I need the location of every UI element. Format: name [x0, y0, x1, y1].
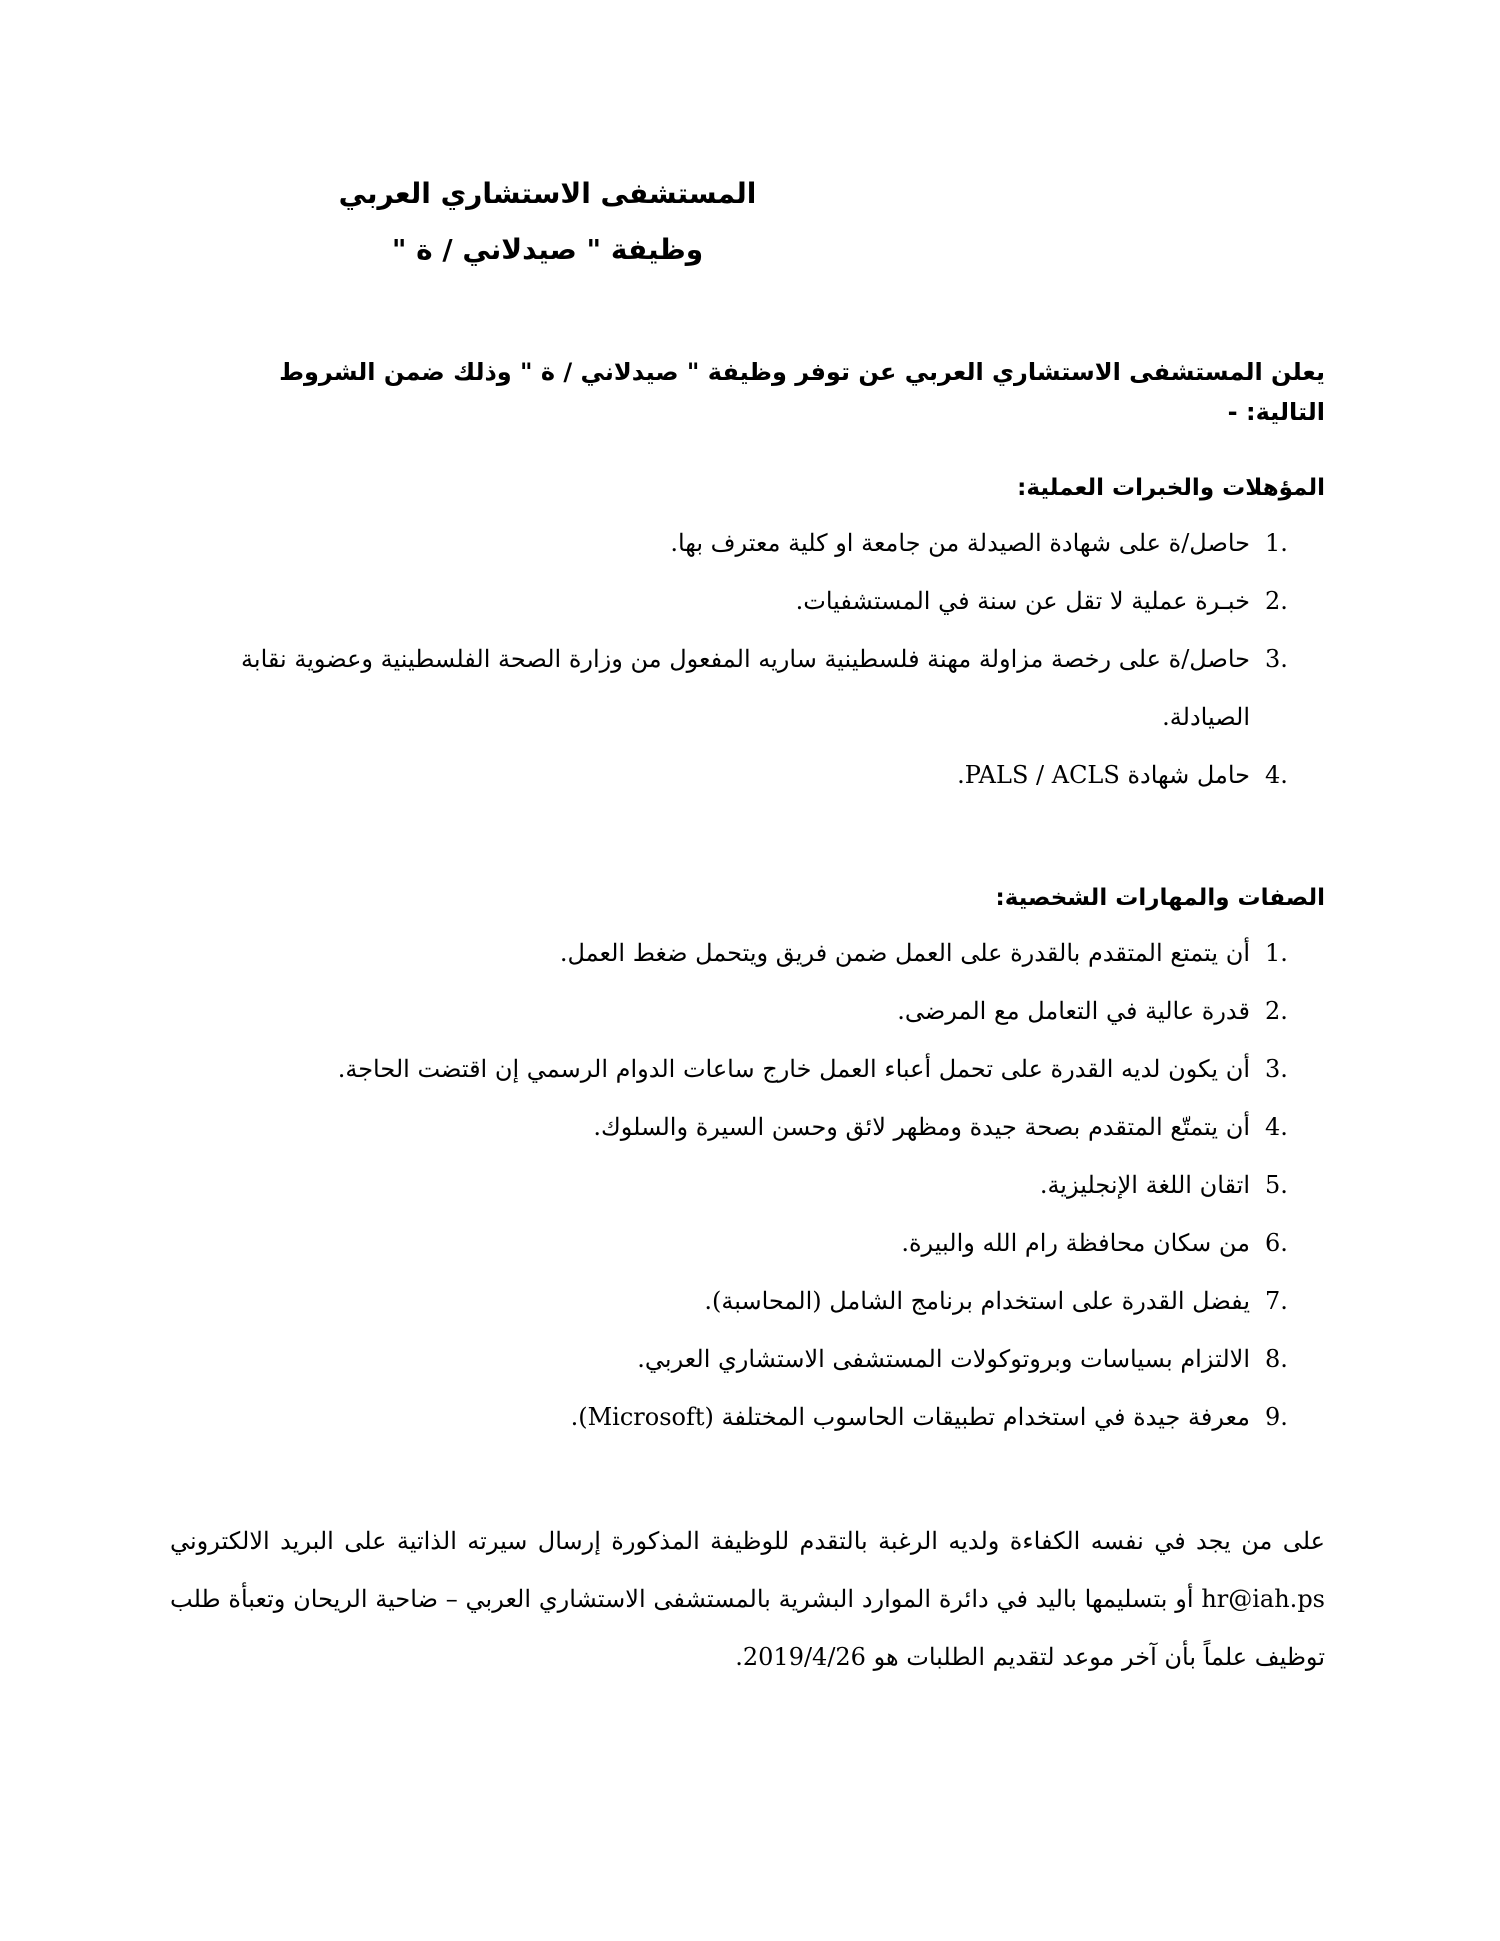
- qualifications-heading: المؤهلات والخبرات العملية:: [1017, 475, 1325, 501]
- list-item: [170, 924, 1325, 982]
- list-item: [170, 630, 1325, 746]
- item-text: حامل شهادة PALS / ACLS.: [957, 761, 1250, 789]
- item-text: من سكان محافظة رام الله والبيرة.: [901, 1229, 1250, 1257]
- item-text: أن يتمتع المتقدم بالقدرة على العمل ضمن فريق ويتحمل ضغط العمل.: [559, 939, 1250, 967]
- item-number: 2.: [1265, 997, 1288, 1025]
- job-title: وظيفة " صيدلاني / ة ": [391, 233, 704, 266]
- skills-section: [170, 878, 1325, 1446]
- header: [0, 172, 1095, 272]
- skills-list: [170, 924, 1325, 1446]
- item-text: معرفة جيدة في استخدام تطبيقات الحاسوب المختلفة (Microsoft).: [570, 1403, 1250, 1431]
- page-title: المستشفى الاستشاري العربي: [338, 177, 757, 210]
- item-text: أن يتمتّع المتقدم بصحة جيدة ومظهر لائق وحسن السيرة والسلوك.: [593, 1113, 1250, 1141]
- list-item: [170, 746, 1325, 804]
- list-item: [170, 1156, 1325, 1214]
- item-number: 9.: [1265, 1403, 1288, 1431]
- list-item: [170, 1098, 1325, 1156]
- item-number: 4.: [1265, 761, 1288, 789]
- closing-paragraph: على من يجد في نفسه الكفاءة ولديه الرغبة بالتقدم للوظيفة المذكورة إرسال سيرته الذاتية على البريد الالكتروني hr@iah.ps أو بتسليمها باليد في دائرة الموارد البشرية بالمستشفى الاستشاري العربي – ضاحية الريحان وتعبأة طلب توظيف علماً بأن آخر موعد لتقديم الطلبات هو 2019/4/26.: [170, 1527, 1325, 1671]
- item-number: 6.: [1265, 1229, 1288, 1257]
- qualifications-list: [170, 514, 1325, 804]
- list-item: [170, 1214, 1325, 1272]
- item-text: الالتزام بسياسات وبروتوكولات المستشفى الاستشاري العربي.: [637, 1345, 1250, 1373]
- item-number: 5.: [1265, 1171, 1288, 1199]
- list-item: [170, 572, 1325, 630]
- skills-heading: الصفات والمهارات الشخصية:: [995, 885, 1325, 911]
- item-number: 1.: [1265, 939, 1288, 967]
- list-item: [170, 1272, 1325, 1330]
- item-number: 1.: [1265, 529, 1288, 557]
- item-text: حاصل/ة على رخصة مزاولة مهنة فلسطينية ساريه المفعول من وزارة الصحة الفلسطينية وعضوية نقابة الصيادلة.: [241, 645, 1250, 731]
- intro-paragraph: يعلن المستشفى الاستشاري العربي عن توفر وظيفة " صيدلاني / ة " وذلك ضمن الشروط التالية: -: [279, 358, 1325, 426]
- list-item: [170, 1330, 1325, 1388]
- item-number: 2.: [1265, 587, 1288, 615]
- item-number: 8.: [1265, 1345, 1288, 1373]
- list-item: [170, 982, 1325, 1040]
- item-number: 3.: [1265, 645, 1288, 673]
- item-number: 4.: [1265, 1113, 1288, 1141]
- item-number: 7.: [1265, 1287, 1288, 1315]
- list-item: [170, 514, 1325, 572]
- item-text: خبـرة عملية لا تقل عن سنة في المستشفيات.: [795, 587, 1250, 615]
- item-text: قدرة عالية في التعامل مع المرضى.: [897, 997, 1250, 1025]
- item-number: 3.: [1265, 1055, 1288, 1083]
- item-text: يفضل القدرة على استخدام برنامج الشامل (المحاسبة).: [704, 1287, 1250, 1315]
- item-text: حاصل/ة على شهادة الصيدلة من جامعة او كلية معترف بها.: [670, 529, 1250, 557]
- item-text: اتقان اللغة الإنجليزية.: [1039, 1171, 1250, 1199]
- item-text: أن يكون لديه القدرة على تحمل أعباء العمل خارج ساعات الدوام الرسمي إن اقتضت الحاجة.: [337, 1055, 1250, 1083]
- qualifications-section: [170, 468, 1325, 804]
- list-item: [170, 1388, 1325, 1446]
- list-item: [170, 1040, 1325, 1098]
